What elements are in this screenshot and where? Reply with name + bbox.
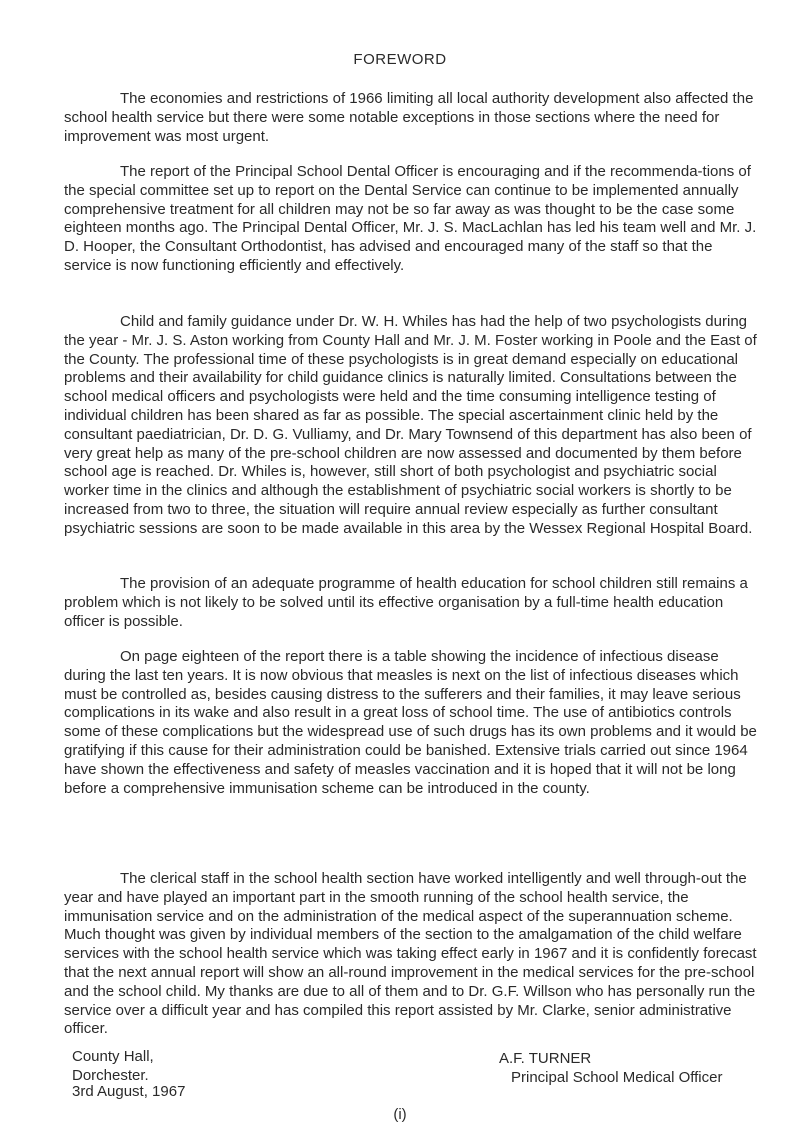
signatory-title: Principal School Medical Officer xyxy=(511,1069,723,1086)
signature-block xyxy=(499,1049,722,1087)
paragraph-5: On page eighteen of the report there is a table showing the incidence of infectious disease during the last ten years. It is now obvious that measles is next on the list of infectious diseases which must be controlled as, besides causing distress to the sufferers and their families, it may leave serious complications in its wake and also result in a great loss of school time. The use of antibiotics controls some of these complications but the widespread use of such drugs has its own problems and it would be gratifying if this cause for their administration could be banished. Extensive trials carried out since 1964 have shown the effectiveness and safety of measles vaccination and it is hoped that it will not be long before a comprehensive immunisation scheme can be introduced in the county. xyxy=(64,648,757,797)
paragraph-4: The provision of an adequate programme of health education for school children still remains a problem which is not likely to be solved until its effective organisation by a full-time health education officer is possible. xyxy=(64,575,748,630)
address-line-2: Dorchester. xyxy=(72,1067,149,1084)
paragraph-6: The clerical staff in the school health section have worked intelligently and well through-out the year and have played an important part in the smooth running of the school health service, the immunisation service and on the administration of the medical aspect of the superannuation scheme. Much thought was given by individual members of the section to the amalgamation of the child welfare services with the school health service which was taking effect early in 1967 and it is confidently forecast that the next annual report will show an all-round improvement in the medical services for the pre-school and the school child. My thanks are due to all of them and to Dr. G.F. Willson who has personally run the service over a difficult year and has compiled this report assisted by Mr. Clarke, senior administrative officer. xyxy=(64,870,757,1038)
page-number: (i) xyxy=(393,1106,407,1123)
document-date: 3rd August, 1967 xyxy=(72,1083,186,1100)
paragraph-1: The economies and restrictions of 1966 limiting all local authority development also affected the school health service but there were some notable exceptions in those sections where the need for improvement was most urgent. xyxy=(64,90,754,145)
signatory-name: A.F. TURNER xyxy=(499,1050,592,1067)
sender-address xyxy=(72,1047,154,1085)
paragraph-3: Child and family guidance under Dr. W. H. Whiles has had the help of two psychologists during the year - Mr. J. S. Aston working from County Hall and Mr. J. M. Foster working in Poole and the East of the County. The professional time of these psychologists is in great demand especially on educational problems and their availability for child guidance clinics is naturally limited. Consultations between the school medical officers and psychologists were held and the time consuming intelligence testing of individual children has been shared as far as possible. The special ascertainment clinic held by the consultant paediatrician, Dr. D. G. Vulliamy, and Dr. Mary Townsend of this department has also been of very great help as many of the pre-school children are now assessed and documented by them before school age is reached. Dr. Whiles is, however, still short of both psychologist and psychiatric social worker time in the clinics and although the establishment of psychiatric social workers is shortly to be increased from two to three, the situation will require annual review especially as further consultant psychiatric sessions are soon to be made available in this area by the Wessex Regional Hospital Board. xyxy=(64,313,757,537)
page-title: FOREWORD xyxy=(353,51,447,68)
paragraph-2: The report of the Principal School Dental Officer is encouraging and if the recommenda-tions of the special committee set up to report on the Dental Service can continue to be implemented annually comprehensive treatment for all children may not be so far away as was thought to be the case some eighteen months ago. The Principal Dental Officer, Mr. J. S. MacLachlan has led his team well and Mr. J. D. Hooper, the Consultant Orthodontist, has advised and encouraged many of the staff so that the service is now functioning efficiently and effectively. xyxy=(64,163,757,274)
address-line-1: County Hall, xyxy=(72,1048,154,1065)
